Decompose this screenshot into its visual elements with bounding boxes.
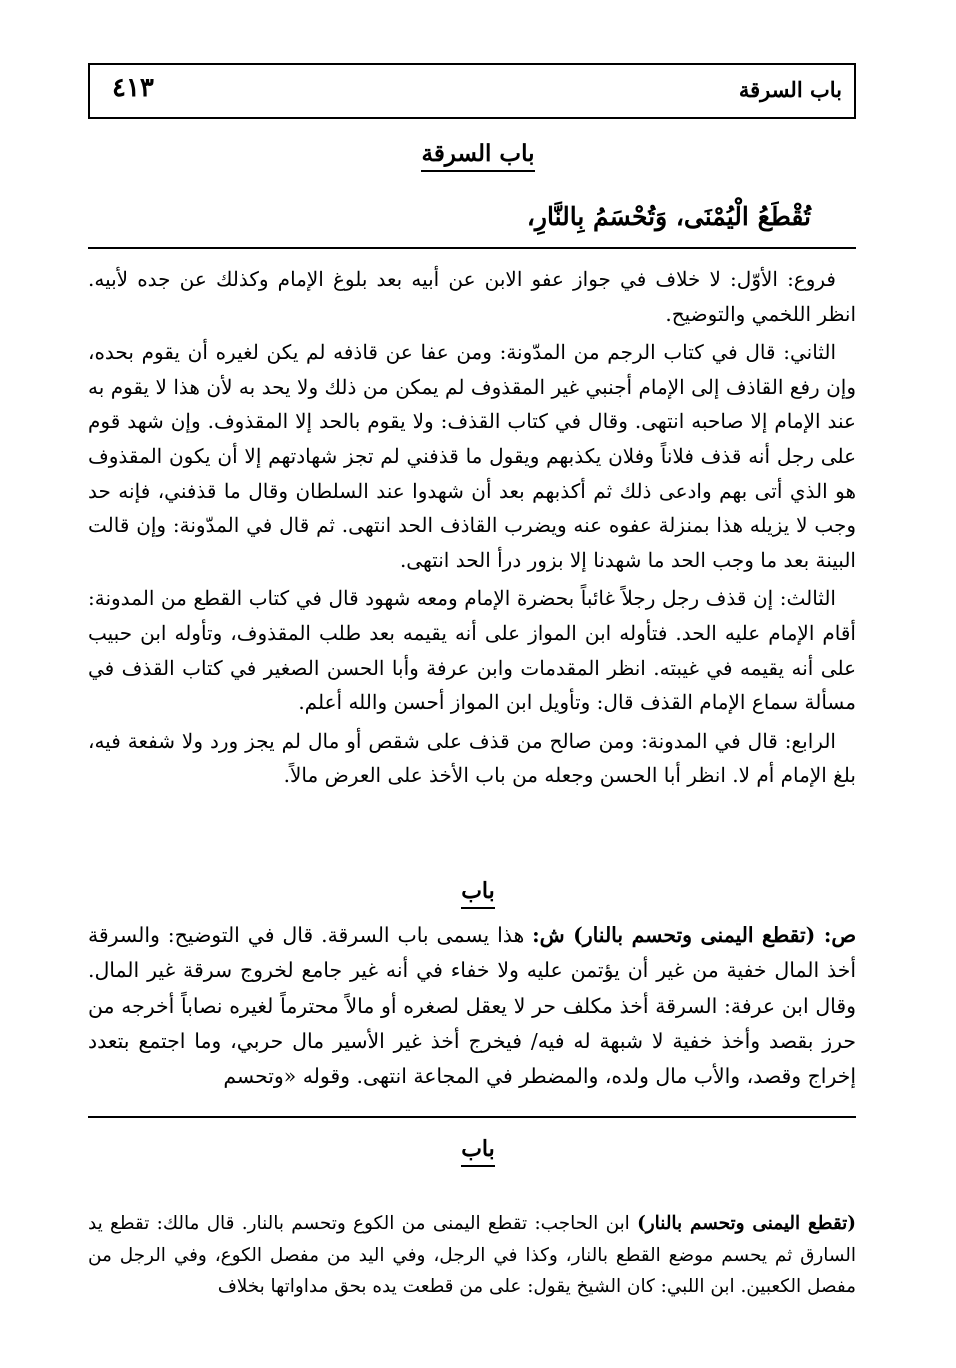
- commentary-paragraph: [88, 1208, 856, 1303]
- footnote-paragraph: الثاني: قال في كتاب الرجم من المدّونة: ومن عفا عن قاذفه لم يكن لغيره أن يقوم بحده، وإن رفع القاذف إلى الإمام أجنبي غير المقذوف لم يمكن من ذلك ولا يحد به لأن هذا لا يقوم به عند الإمام إلا صاحبه انتهى. وقال في كتاب القذف: ولا يقوم بالحد إلا المقذوف. وإن شهد قوم على رجل أنه قذف فلاناً وفلان يكذبهم ويقول ما قذفني لم تجز شهادتهم إلا أن يكون المقذوف هو الذي أتى بهم وادعى ذلك ثم أكذبهم بعد أن شهدوا عند السلطان وقال ما قذفني، فإنه حد وجب لا يزيله هذا بمنزلة عفوه عنه ويضرب القاذف الحد انتهى. ثم قال في المدّونة: وإن قالت البينة بعد ما وجب الحد ما شهدنا إلا بزور درأ الحد انتهى.: [88, 340, 856, 572]
- footnote-paragraph: الثالث: إن قذف رجل رجلاً غائباً بحضرة الإمام ومعه شهود قال في كتاب القطع من المدونة: أقام الإمام عليه الحد. فتأوله ابن المواز على أنه يقيمه بعد طلب المقذوف، وتأوله ابن حبيب على أنه يقيمه في غيبته. انظر المقدمات وابن عرفة وأبا الحسن الصغير في كتاب القذف في مسألة سماع الإمام القذف قال: وتأويل ابن المواز أحسن والله أعلم.: [88, 586, 856, 715]
- footnotes-block: [88, 262, 856, 797]
- footnote-paragraph: الرابع: قال في المدونة: ومن صالح من قذف على شقص أو مال لم يجز ورد ولا شفعة فيه، بلغ الإمام أم لا. انظر أبا الحسن وجعله من باب الأخذ على العرض مالاً.: [88, 728, 856, 788]
- commentary-lead: (تقطع اليمنى وتحسم بالنار): [637, 1213, 856, 1234]
- commentary-paragraph: [88, 918, 856, 1094]
- commentary-text: هذا يسمى باب السرقة. قال في التوضيح: والسرقة أخذ المال خفية من غير أن يؤتمن عليه ولا خفاء في أنه غير جامع لخروج سرقة غير المال. وقال ابن عرفة: السرقة أخذ مكلف حر لا يعقل لصغره أو مالاً محترماً لغيره نصاباً أخرجه من حرز بقصد وأخذ خفية لا شبهة له فيه/ فيخرج أخذ غير الأسير مال حربي، وما اجتمع بتعدد إخراج وقصد، والأب مال ولده، والمضطر في المجاعة انتهى. وقوله «وتحسم: [88, 923, 856, 1089]
- section-title: باب: [0, 878, 956, 904]
- chapter-title: باب السرقة: [0, 140, 956, 167]
- running-title: باب السرقة: [738, 77, 842, 102]
- section-title: باب: [0, 1136, 956, 1162]
- commentary-text: ابن الحاجب: تقطع اليمنى من الكوع وتحسم بالنار. قال مالك: تقطع يد السارق ثم يحسم موضع القطع بالنار، وكذا في الرجل، وفي اليد من مفصل الكوع، وفي الرجل من مفصل الكعبين. ابن اللبي: كان الشيخ يقول: على من قطعت يده بحق مداواتها بخلاف: [88, 1213, 856, 1298]
- commentary-block: [88, 918, 856, 1098]
- footnote-paragraph: فروع: الأوّل: لا خلاف في جواز عفو الابن عن أبيه بعد بلوغ الإمام وكذلك عن جده لأبيه. انظر اللخمي والتوضيح.: [88, 267, 856, 326]
- commentary-lead: ص: (تقطع اليمنى وتحسم بالنار) ش:: [532, 923, 856, 947]
- page-header: [88, 63, 856, 119]
- page-number: ٤١٣: [112, 73, 154, 103]
- matn-text: تُقْطَعُ الْيُمْنَى، وَتُحْسَمُ بِالنَّارِ،: [526, 202, 811, 231]
- commentary-block: [88, 1208, 856, 1307]
- divider-rule: [88, 1116, 856, 1118]
- divider-rule: [88, 247, 856, 249]
